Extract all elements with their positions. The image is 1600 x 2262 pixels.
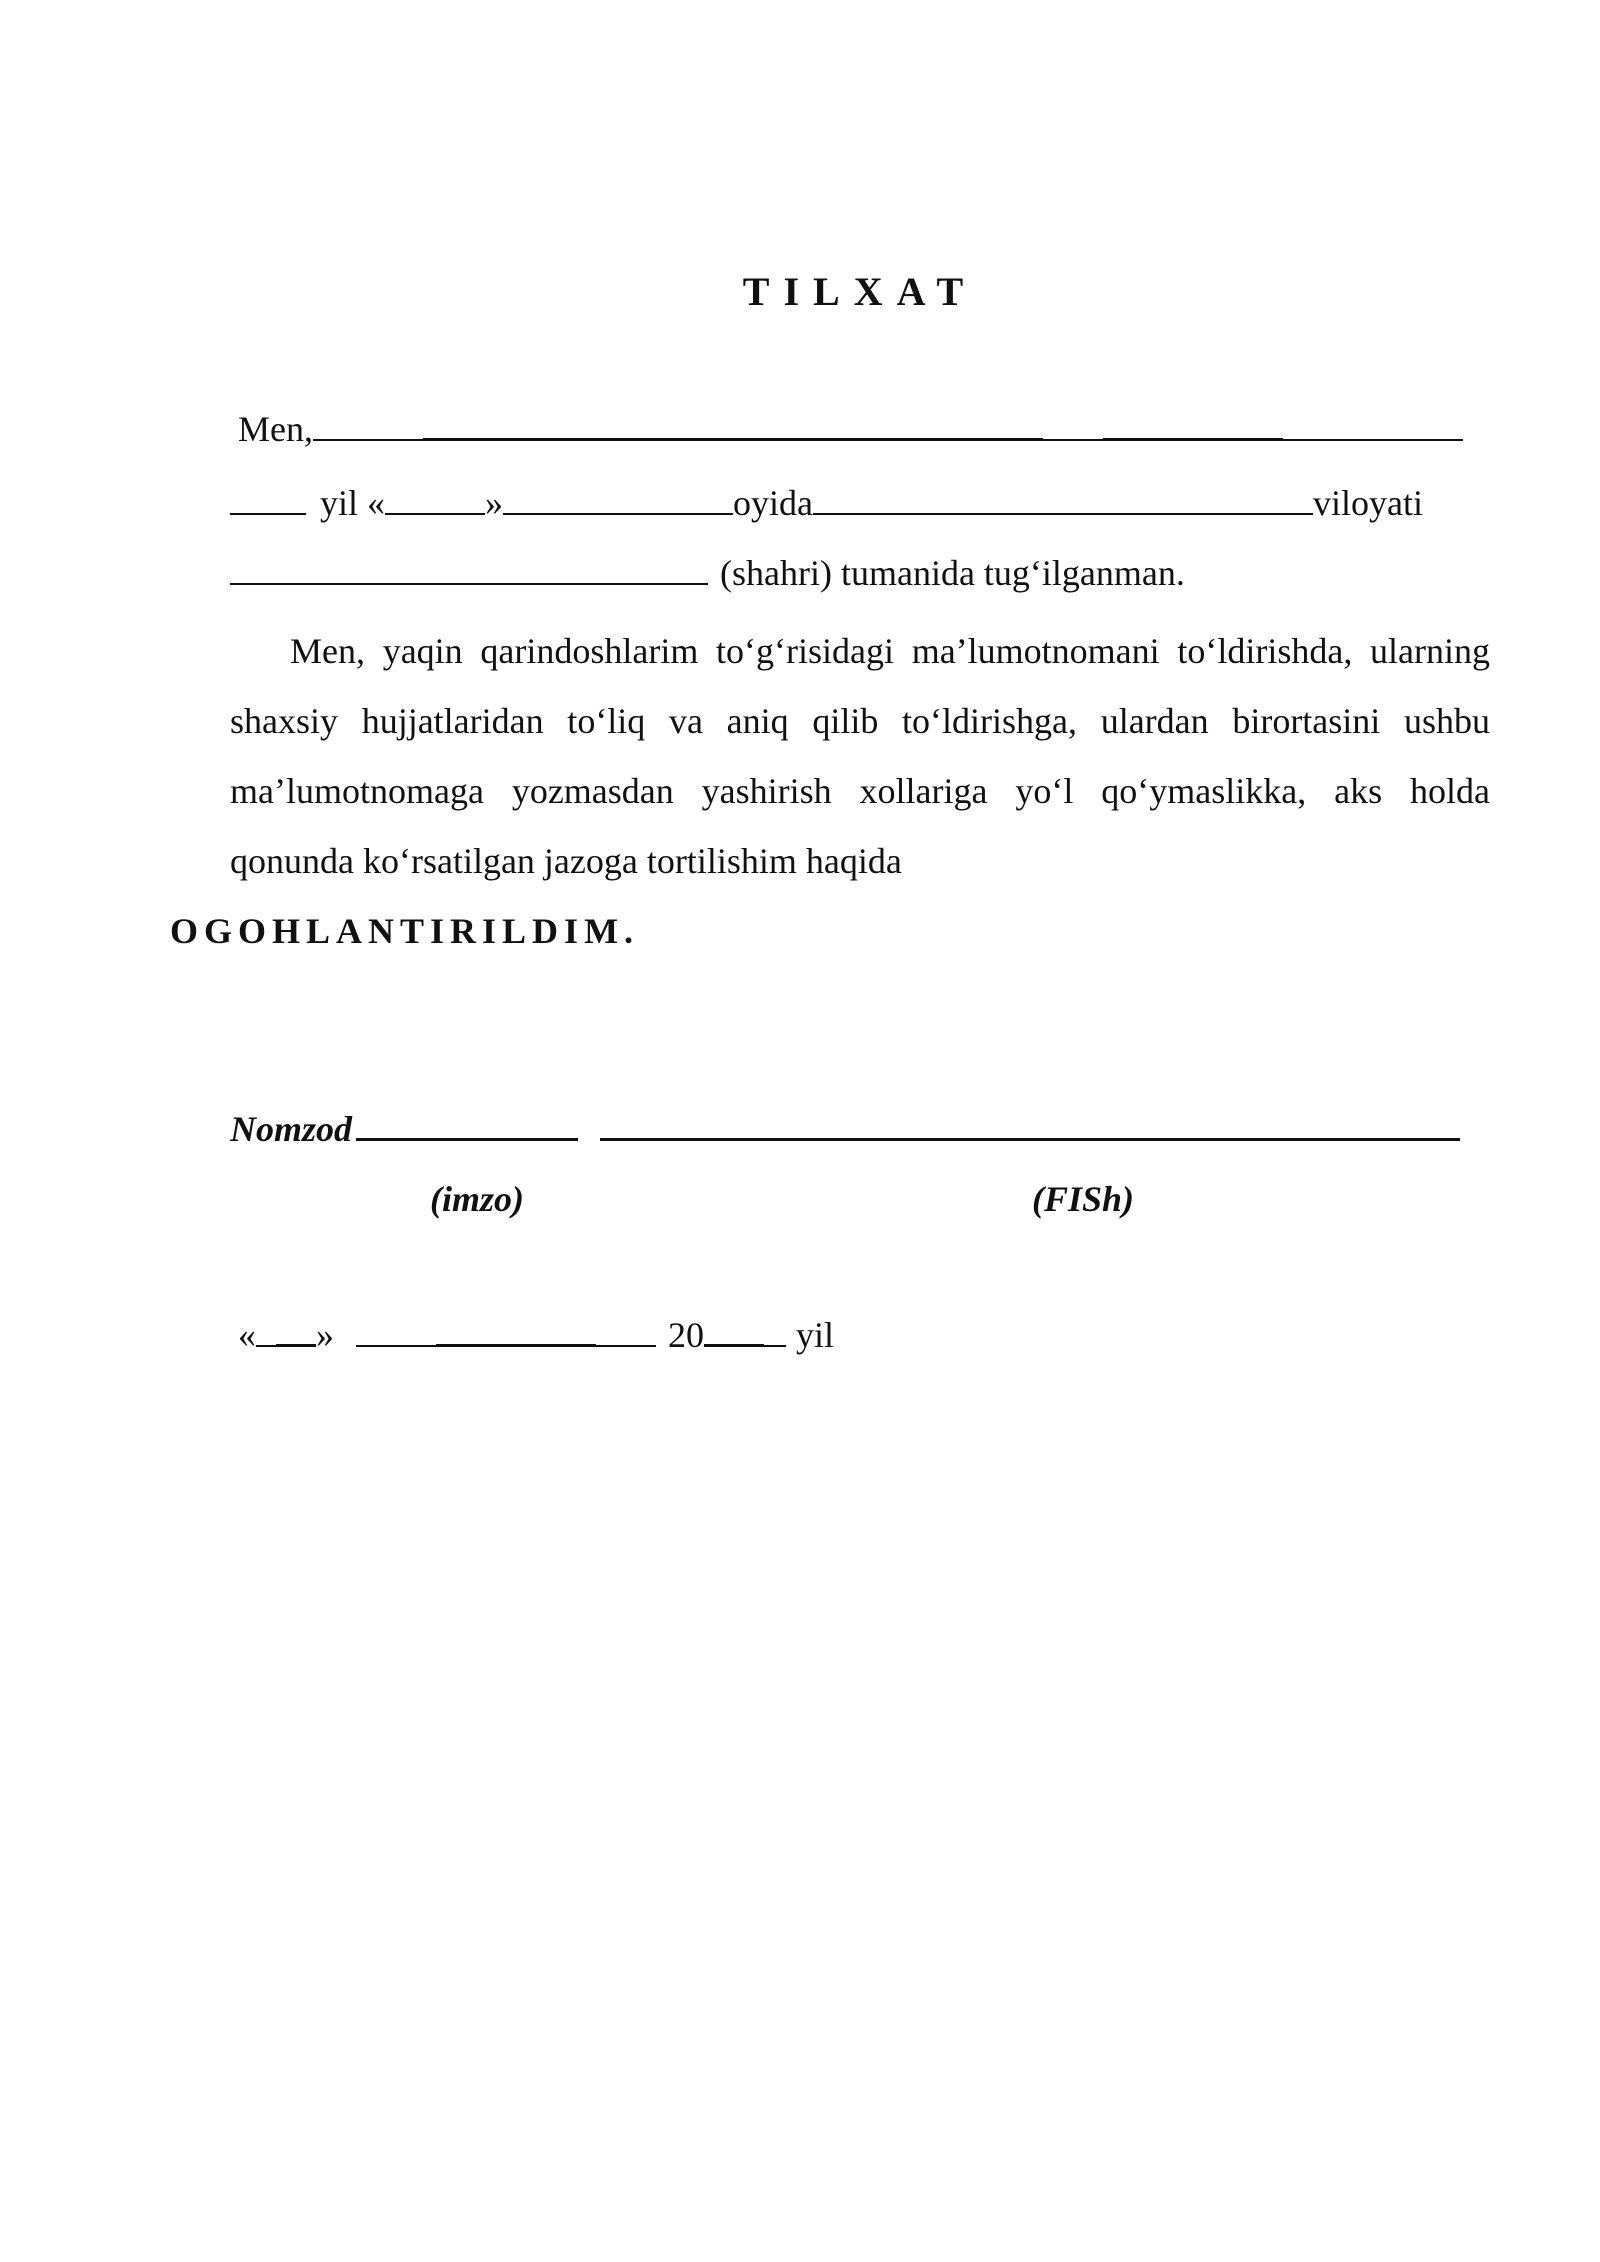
date-month-blank-c[interactable]: [596, 1344, 656, 1347]
birth-date-line: [230, 482, 1423, 524]
year-prefix: 20: [668, 1315, 704, 1355]
name-blank-3[interactable]: [1043, 438, 1103, 441]
date-month-blank-a[interactable]: [356, 1344, 436, 1347]
district-suffix: (shahri) tumanida tug‘ilganman.: [720, 553, 1185, 593]
yil-label: yil «: [320, 483, 386, 523]
paragraph-text: Men, yaqin qarindoshlarim to‘g‘risidagi ma’lumotnomani to‘ldirishda, ularning shaxsiy hujjatlaridan to‘liq va aniq qilib to‘ldirishga, ulardan birortasini ushbu ma’lumotnomaga yozmasdan yashirish xollariga yo‘l qo‘ymaslikka, aks holda qonunda ko‘rsatilgan jazoga tortilishim haqida: [230, 631, 1490, 881]
warned-word: OGOHLANTIRILDIM: [170, 911, 625, 951]
date-line: [230, 1314, 834, 1356]
oyida-label: oyida: [733, 483, 813, 523]
name-blank-1[interactable]: [313, 438, 423, 441]
district-blank[interactable]: [230, 582, 708, 585]
fish-caption: (FISh): [1032, 1179, 1135, 1219]
date-close-quote: »: [316, 1315, 334, 1355]
document-page: [170, 0, 1490, 2262]
name-blank-5[interactable]: [1283, 438, 1463, 441]
date-day-blank-a[interactable]: [256, 1344, 276, 1347]
birth-place-line: [230, 552, 1185, 594]
viloyati-label: viloyati: [1313, 483, 1423, 523]
birth-month-blank[interactable]: [503, 512, 733, 515]
fish-blank[interactable]: [600, 1137, 1460, 1141]
document-title: TILXAT: [742, 269, 978, 314]
name-blank-4[interactable]: [1103, 437, 1283, 441]
date-yil-label: yil: [796, 1315, 835, 1355]
date-month-blank-b[interactable]: [436, 1343, 596, 1347]
region-blank[interactable]: [813, 512, 1313, 515]
warned-period: .: [624, 911, 634, 951]
birth-year-blank[interactable]: [230, 512, 306, 515]
birth-day-blank[interactable]: [385, 512, 485, 515]
imzo-caption: (imzo): [430, 1179, 524, 1219]
year-blank-b[interactable]: [764, 1344, 786, 1347]
date-open-quote: «: [238, 1315, 256, 1355]
men-label: Men,: [238, 409, 313, 449]
year-blank-a[interactable]: [704, 1343, 764, 1347]
signature-blank[interactable]: [356, 1137, 578, 1141]
name-blank-2[interactable]: [423, 437, 1043, 441]
warning-paragraph: [170, 616, 1490, 966]
name-line: [230, 408, 1463, 450]
close-quote: »: [485, 483, 504, 523]
signature-line: [230, 1108, 1460, 1150]
date-day-blank-b[interactable]: [276, 1343, 316, 1347]
nomzod-label: Nomzod: [230, 1109, 353, 1149]
